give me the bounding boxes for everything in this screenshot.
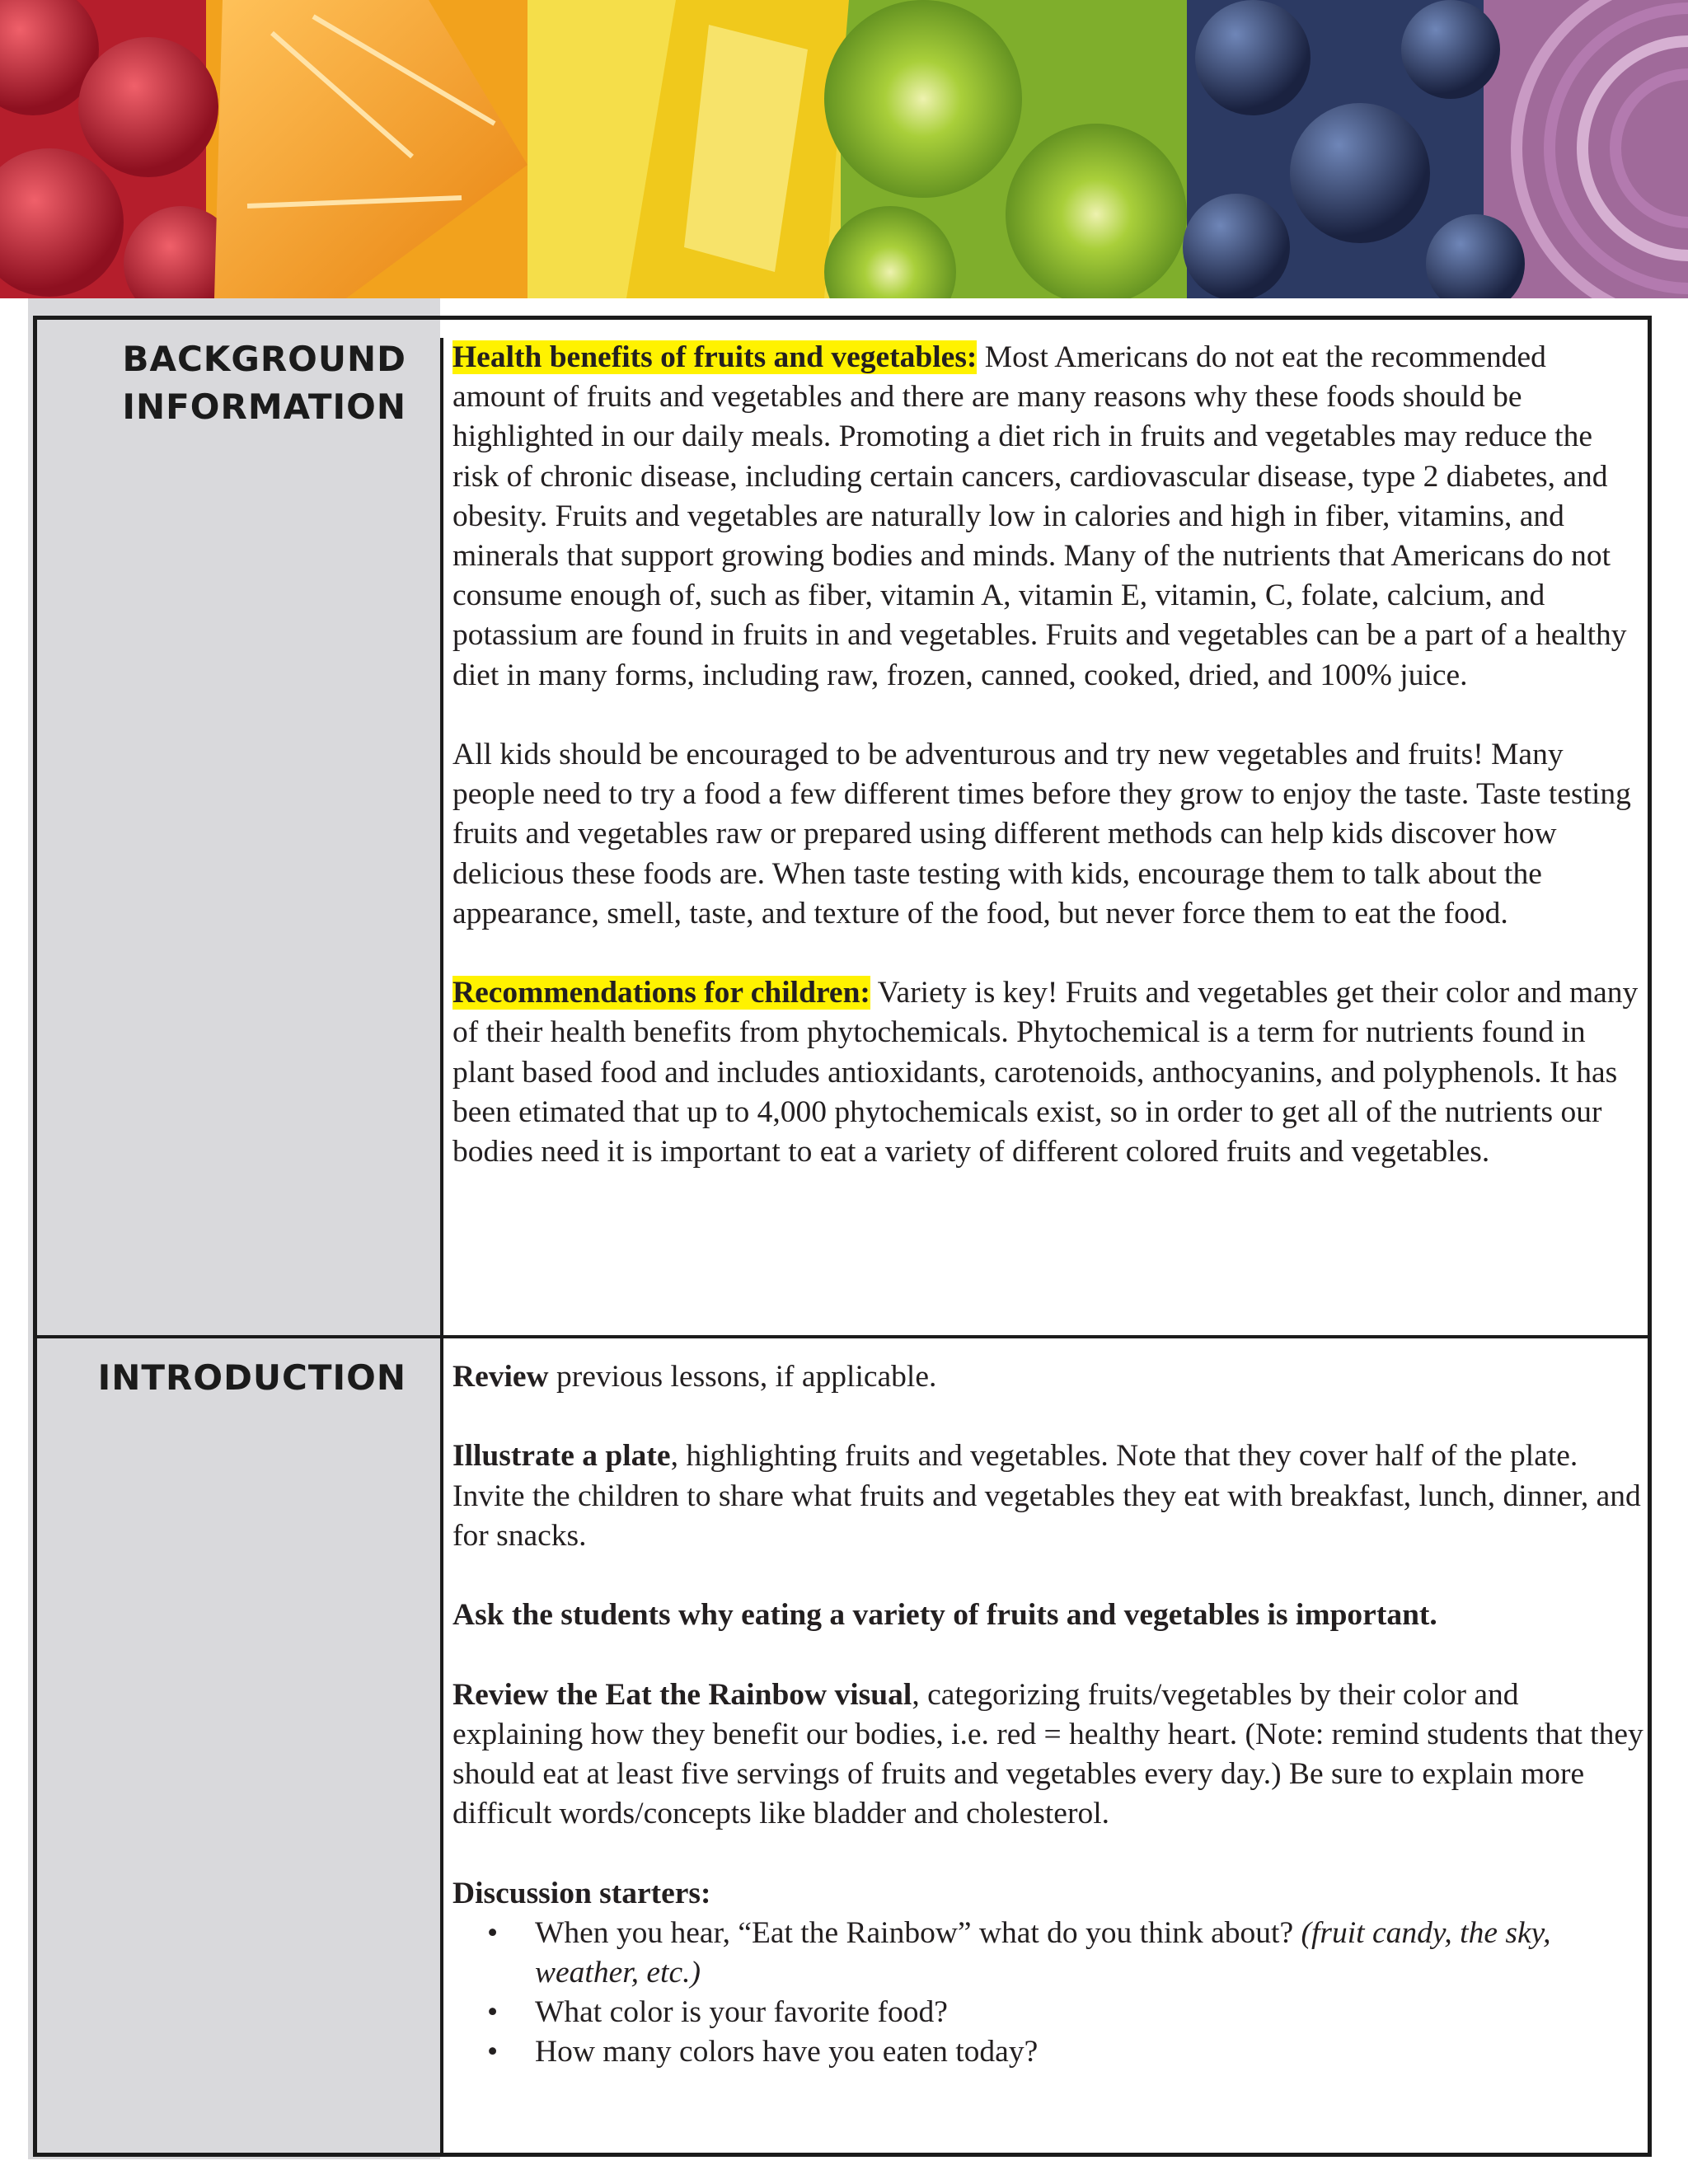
recommendations-text: Variety is key! Fruits and vegetables get their color and many of their health benefits from phytochemicals. Phytochemical is a term for nutrients found in plant based food and includes antioxidants, carotenoids, anthocyanins, and polyphenols. It has been etimated that up to 4,000 phytochemicals exist, so in order to get all of the nutrients our bodies need it is important to eat a variety of different colored fruits and vegetables. [452, 976, 1639, 1169]
discussion-item [452, 2032, 1643, 2072]
discussion-item-text: What color is your favorite food? [535, 1995, 948, 2030]
heading-line-1: BACKGROUND [122, 339, 406, 379]
health-benefits-paragraph [452, 338, 1643, 696]
discussion-item-text: When you hear, “Eat the Rainbow” what do you think about? [535, 1915, 1301, 1950]
background-information-heading [44, 335, 406, 431]
bullet-icon: • [487, 2035, 499, 2069]
review-bold: Review [452, 1360, 549, 1394]
health-benefits-label: Health benefits of fruits and vegetables: [452, 340, 978, 374]
introduction-heading: INTRODUCTION [97, 1357, 406, 1398]
visual-text: , categorizing fruits/vegetables by their color and explaining how they benefit our bodies, i.e. red = healthy heart. (Note: remind students that they should eat at least five servings of fruits and vegetables every day.) Be sure to explain more difficult words/concepts like bladder and cholesterol. [452, 1677, 1643, 1831]
column-divider [440, 338, 443, 2157]
discussion-item [452, 1993, 1643, 2032]
review-paragraph [452, 1357, 1643, 1397]
review-text: previous lessons, if applicable. [548, 1360, 937, 1394]
bullet-icon: • [487, 1915, 499, 1950]
discussion-item-text: How many colors have you eaten today? [535, 2035, 1039, 2069]
health-benefits-text: Most Americans do not eat the recommended amount of fruits and vegetables and there are many reasons why these foods should be highlighted in our daily meals. Promoting a diet rich in fruits and vegetables may reduce the risk of chronic disease, including certain cancers, cardiovascular disease, type 2 diabetes, and obesity. Fruits and vegetables are naturally low in calories and high in fiber, vitamins, and minerals that support growing bodies and minds. Many of the nutrients that Americans do not consume enough of, such as fiber, vitamin A, vitamin E, vitamin, C, folate, calcium, and potassium are found in fruits in and vegetables. Fruits and vegetables can be a part of a healthy diet in many forms, including raw, frozen, canned, cooked, dried, and 100% juice. [452, 340, 1627, 692]
visual-bold: Review the Eat the Rainbow visual [452, 1677, 912, 1712]
adventurous-paragraph: All kids should be encouraged to be adventurous and try new vegetables and fruits! Many people need to try a food a few different times before they grow to enjoy the taste. Taste testing fruits and vegetables raw or prepared using different methods can help kids discover how delicious these foods are. When taste testing with kids, encourage them to talk about the appearance, smell, taste, and texture of the food, but never force them to eat the food. [452, 738, 1631, 930]
plate-bold: Illustrate a plate [452, 1439, 671, 1474]
background-information-body [452, 338, 1643, 1172]
fruit-banner-image [0, 0, 1688, 298]
recommendations-label: Recommendations for children: [452, 976, 870, 1010]
introduction-body [452, 1357, 1643, 2073]
discussion-list [452, 1914, 1643, 2073]
discussion-item-example: (fruit candy, the sky, weather, etc.) [535, 1915, 1551, 1990]
recommendations-paragraph [452, 973, 1643, 1172]
discussion-label: Discussion starters: [452, 1876, 711, 1910]
row-divider [33, 1335, 1652, 1338]
discussion-item [452, 1914, 1643, 1993]
ask-paragraph: Ask the students why eating a variety of fruits and vegetables is important. [452, 1598, 1437, 1633]
visual-paragraph [452, 1675, 1643, 1835]
bullet-icon: • [487, 1995, 499, 2030]
plate-text: , highlighting fruits and vegetables. Note that they cover half of the plate. Invite the children to share what fruits and vegetables they eat with breakfast, lunch, dinner, and for snacks. [452, 1439, 1641, 1553]
heading-line-2: INFORMATION [122, 387, 406, 427]
fruit-texture [0, 0, 1688, 298]
plate-paragraph [452, 1436, 1643, 1556]
